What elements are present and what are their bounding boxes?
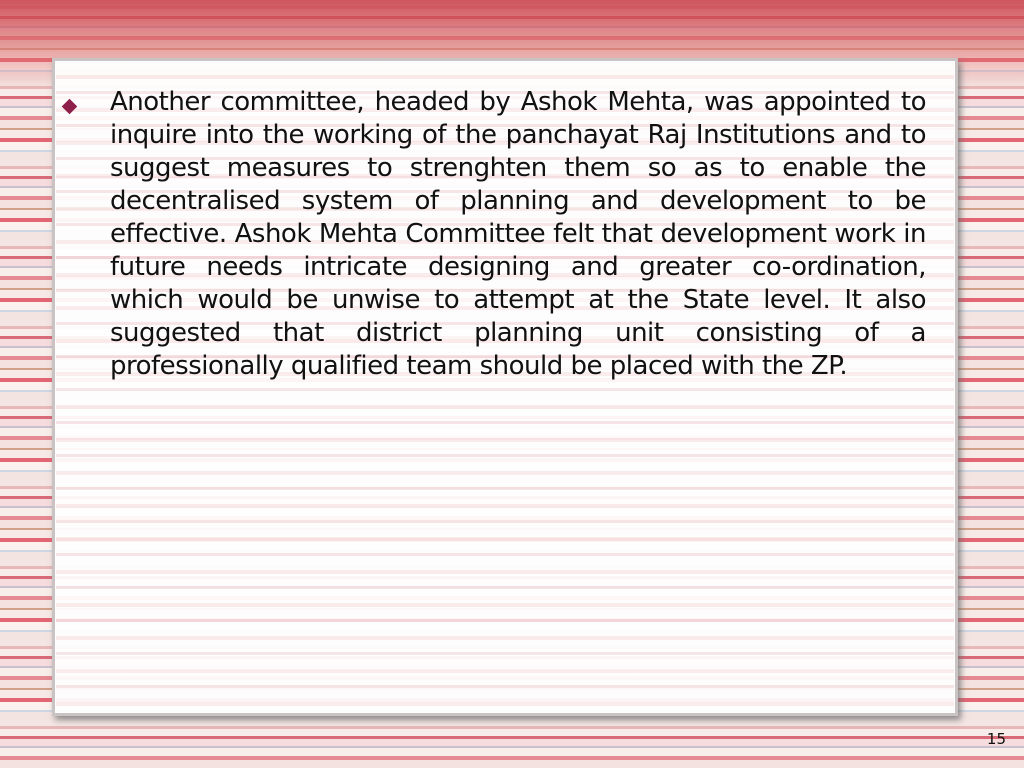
page-number: 15: [986, 730, 1006, 748]
slide-body-text: Another committee, headed by Ashok Mehta, was appointed to inquire into the working of the panchayat Raj Institutions and to suggest measures to strenghten them so as to enable the decentralised system of planning and development to be effective. Ashok Mehta Committee felt that development work in future needs intricate designing and greater co-ordination, which would be unwise to attempt at the State level. It also suggested that district planning unit consisting of a professionally qualified team should be placed with the ZP.: [110, 87, 926, 381]
